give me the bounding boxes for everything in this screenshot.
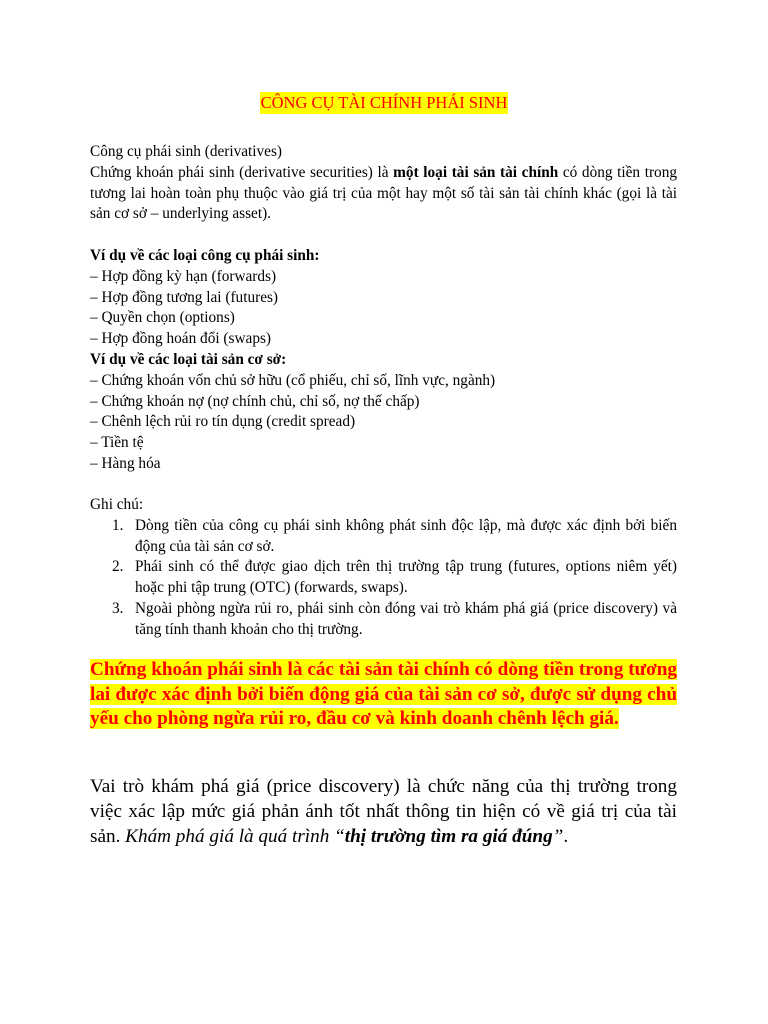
instrument-examples [90,246,677,475]
underlying-examples-heading: Ví dụ về các loại tài sản cơ sở: [90,350,287,368]
list-item: – Chứng khoán nợ (nợ chính chủ, chỉ số, nợ thế chấp) [90,392,420,410]
list-item: – Quyền chọn (options) [90,309,235,327]
intro-section [90,142,677,225]
definition-bold: một loại tài sản tài chính [393,163,559,181]
list-item: – Hợp đồng hoán đổi (swaps) [90,330,272,348]
list-item: – Tiền tệ [90,434,144,452]
note-text: Ngoài phòng ngừa rủi ro, phái sinh còn đóng vai trò khám phá giá (price discovery) và tăng tính thanh khoản cho thị trường. [135,599,677,638]
note-text: Dòng tiền của công cụ phái sinh không phát sinh độc lập, mà được xác định bởi biến động của tài sản cơ sở. [135,516,677,555]
summary-highlight-text: Chứng khoán phái sinh là các tài sản tài chính có dòng tiền trong tương lai được xác định bởi biến động giá của tài sản cơ sở, được sử dụng chủ yếu cho phòng ngừa rủi ro, đầu cơ và kinh doanh chênh lệch giá. [90,659,677,729]
list-item: – Hàng hóa [90,454,161,472]
note-number: 3. [112,599,124,617]
note-text: Phái sinh có thể được giao dịch trên thị trường tập trung (futures, options niêm yết) hoặc phi tập trung (OTC) (forwards, swaps). [135,558,677,597]
document-title: CÔNG CỤ TÀI CHÍNH PHÁI SINH [260,93,508,112]
notes-section [90,495,677,641]
note-item [90,516,677,558]
note-number: 2. [112,558,124,576]
list-item: – Hợp đồng kỳ hạn (forwards) [90,267,277,285]
notes-list [90,516,677,641]
role-italic-end: ” [552,826,564,847]
notes-heading: Ghi chú: [90,496,144,513]
instrument-examples-heading: Ví dụ về các loại công cụ phái sinh: [90,247,320,264]
title-container [0,92,768,114]
list-item: – Hợp đồng tương lai (futures) [90,288,279,306]
role-text: Vai trò khám phá giá (price discovery) là chức năng của thị trường trong việc xác lập mức giá phản ánh tốt nhất thông tin hiện có về giá trị của tài sản. [90,776,677,847]
note-item [90,557,677,599]
definition-paragraph [90,164,677,223]
list-item: – Chứng khoán vốn chủ sở hữu (cổ phiếu, chỉ số, lĩnh vực, ngành) [90,371,496,389]
note-item [90,599,677,641]
role-end: . [563,826,569,847]
definition-pre: Chứng khoán phái sinh (derivative securities) là [90,163,394,181]
role-bold-italic: thị trường tìm ra giá đúng [344,826,553,847]
list-item: – Chênh lệch rủi ro tín dụng (credit spread) [90,413,356,431]
note-number: 1. [112,516,124,534]
price-discovery-paragraph [90,774,677,849]
intro-line: Công cụ phái sinh (derivatives) [90,143,283,160]
role-italic: Khám phá giá là quá trình “ [125,826,345,847]
summary-highlight [90,658,677,732]
definition-post: có dòng tiền trong tương lai hoàn toàn phụ thuộc vào giá trị của một hay một số tài sản tài chính khác (gọi là tài sản cơ sở – underlying asset). [90,163,677,223]
